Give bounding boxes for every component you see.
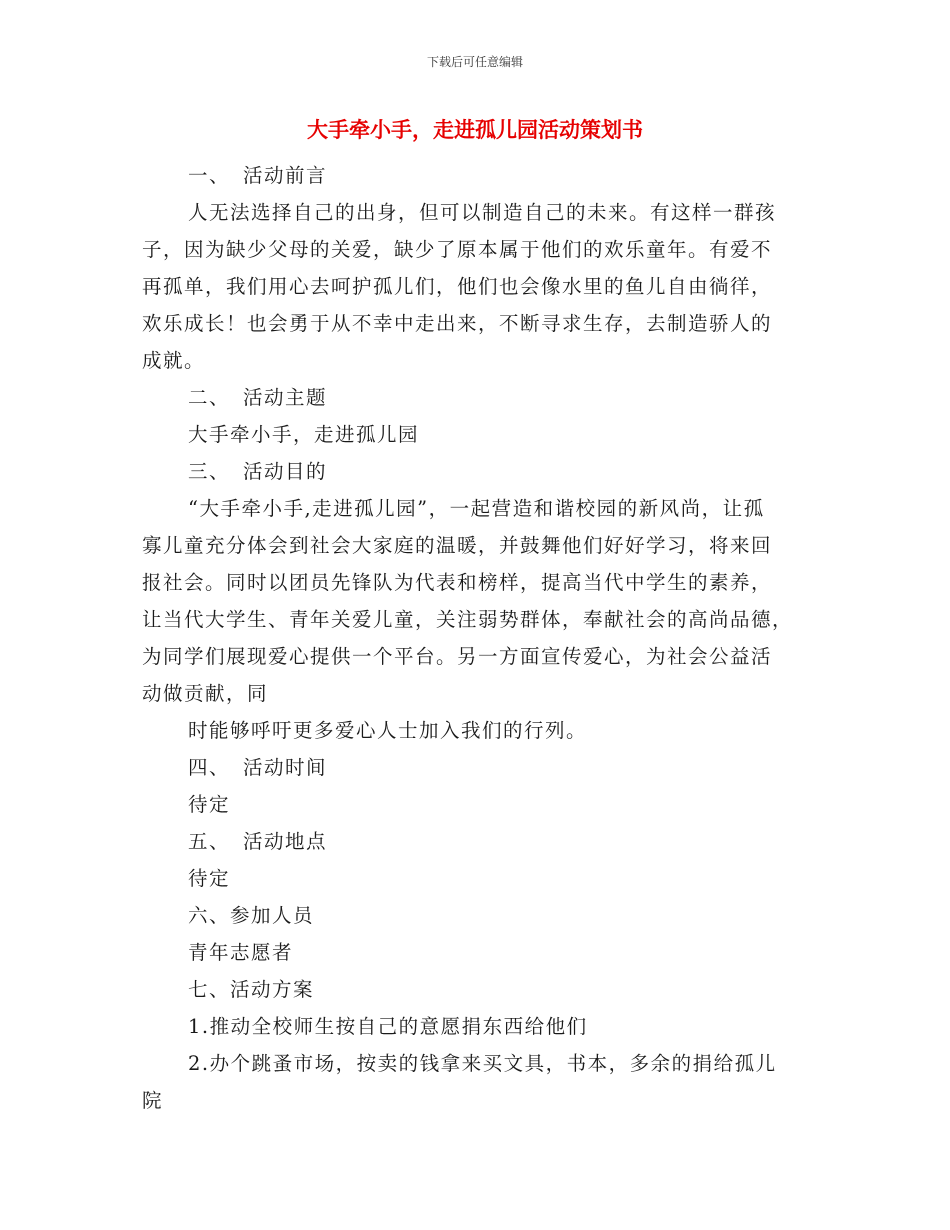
paragraph-line: 寡儿童充分体会到社会大家庭的温暖，并鼓舞他们好好学习，将来回: [142, 534, 773, 557]
paragraph-line: 欢乐成长！也会勇于从不幸中走出来，不断寻求生存，去制造骄人的: [142, 312, 773, 335]
document-body: [142, 157, 810, 1119]
section-heading-location: [142, 823, 810, 860]
section-heading-time: [142, 749, 810, 786]
section-number: 一、: [188, 164, 231, 187]
section-title: 活动时间: [243, 756, 328, 779]
section-number: 三、: [188, 460, 231, 483]
paragraph-line: 动做贡献，同: [142, 682, 269, 705]
participants-text: 青年志愿者: [188, 941, 294, 964]
paragraph-line: 时能够呼吁更多爱心人士加入我们的行列。: [188, 719, 588, 742]
page-header-note: 下载后可任意编辑: [426, 55, 523, 69]
paragraph-line: 让当代大学生、青年关爱儿童，关注弱势群体，奉献社会的高尚品德，: [142, 608, 794, 631]
time-text: 待定: [188, 793, 231, 816]
paragraph-line: 人无法选择自己的出身，但可以制造自己的未来。有这样一群孩: [188, 201, 777, 224]
plan-item-2-line: 院: [142, 1089, 164, 1112]
section-heading-participants: 六、参加人员: [188, 904, 315, 927]
paragraph-line: 报社会。同时以团员先锋队为代表和榜样，提高当代中学生的素养，: [142, 571, 773, 594]
theme-text: 大手牵小手，走进孤儿园: [188, 423, 420, 446]
section-heading-preface: [142, 157, 810, 194]
section-number: 四、: [188, 756, 231, 779]
section-heading-theme: [142, 379, 810, 416]
paragraph-line: 成就。: [142, 349, 206, 372]
section-title: 活动主题: [243, 386, 328, 409]
section-title: 活动前言: [243, 164, 328, 187]
paragraph-line: 子，因为缺少父母的关爱，缺少了原本属于他们的欢乐童年。有爱不: [142, 238, 773, 261]
paragraph-line: 为同学们展现爱心提供一个平台。另一方面宣传爱心，为社会公益活: [142, 645, 773, 668]
plan-item-2-line: 2.办个跳蚤市场，按卖的钱拿来买文具，书本，多余的捐给孤儿: [188, 1052, 777, 1075]
document-title: 大手牵小手，走进孤儿园活动策划书: [307, 118, 643, 142]
section-number: 二、: [188, 386, 231, 409]
section-number: 五、: [188, 830, 231, 853]
section-heading-purpose: [142, 453, 810, 490]
paragraph-line: 再孤单，我们用心去呵护孤儿们，他们也会像水里的鱼儿自由徜徉，: [142, 275, 773, 298]
plan-item-1: 1.推动全校师生按自己的意愿捐东西给他们: [188, 1015, 588, 1038]
section-title: 活动目的: [243, 460, 328, 483]
paragraph-line: “大手牵小手,走进孤儿园”，一起营造和谐校园的新风尚，让孤: [188, 497, 765, 520]
location-text: 待定: [188, 867, 231, 890]
section-heading-plan: 七、活动方案: [188, 978, 315, 1001]
section-title: 活动地点: [243, 830, 328, 853]
